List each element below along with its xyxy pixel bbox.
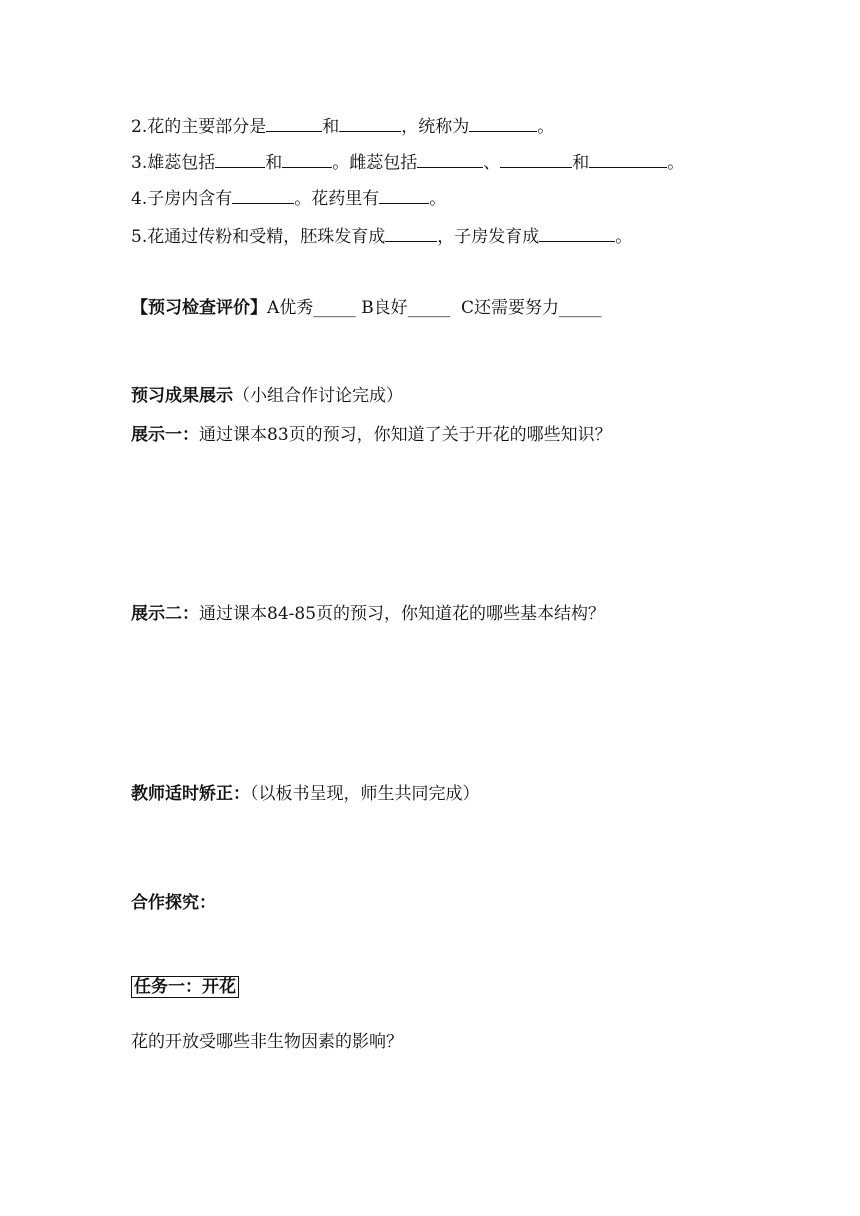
- question-3-text-6: 。: [667, 153, 685, 173]
- show-one-label: 展示一：: [131, 425, 199, 445]
- option-a-label: A优秀: [267, 298, 314, 318]
- answer-blank[interactable]: [500, 150, 572, 168]
- task-one: [131, 975, 239, 999]
- question-5: [131, 224, 632, 249]
- question-nonbiological-factors: [131, 1030, 403, 1054]
- show-one: [131, 423, 612, 447]
- answer-blank[interactable]: [379, 186, 429, 204]
- option-b-label: B良好: [361, 298, 408, 318]
- preview-evaluation: [131, 296, 602, 320]
- question-5-text-1: 5.花通过传粉和受精，胚珠发育成: [131, 227, 386, 247]
- answer-blank[interactable]: [215, 150, 265, 168]
- results-heading: [131, 384, 403, 408]
- question-4-text-2: 。花药里有: [294, 189, 380, 209]
- evaluation-label: 【预习检查评价】: [131, 298, 267, 318]
- option-c-label: C还需要努力: [461, 298, 560, 318]
- question-4-text-3: 。: [429, 189, 447, 209]
- question-3: [131, 150, 684, 175]
- question-3-text-2: 和: [265, 153, 283, 173]
- show-one-text: 通过课本83页的预习，你知道了关于开花的哪些知识？: [199, 425, 612, 445]
- question-3-text-4: 、: [483, 153, 501, 173]
- option-b-blank[interactable]: _____: [407, 298, 451, 318]
- show-two: [131, 602, 605, 626]
- answer-blank[interactable]: [339, 114, 401, 132]
- show-two-text: 通过课本84-85页的预习，你知道花的哪些基本结构？: [199, 604, 606, 624]
- question-text: 花的开放受哪些非生物因素的影响？: [131, 1032, 403, 1052]
- option-a-blank[interactable]: _____: [313, 298, 356, 318]
- answer-blank[interactable]: [385, 224, 437, 242]
- question-3-text-1: 3.雄蕊包括: [131, 153, 216, 173]
- answer-blank[interactable]: [417, 150, 483, 168]
- task-one-label: 任务一：开花: [131, 976, 239, 998]
- question-3-text-3: 。雌蕊包括: [332, 153, 418, 173]
- question-5-text-3: 。: [615, 227, 633, 247]
- teacher-correction-label: 教师适时矫正：: [131, 784, 250, 804]
- question-4-text-1: 4.子房内含有: [131, 189, 233, 209]
- show-two-label: 展示二：: [131, 604, 199, 624]
- teacher-correction-text: （以板书呈现，师生共同完成）: [250, 784, 480, 804]
- cooperation-label: 合作探究：: [131, 893, 216, 913]
- results-note: （小组合作讨论完成）: [233, 386, 403, 406]
- answer-blank[interactable]: [469, 114, 537, 132]
- answer-blank[interactable]: [539, 224, 615, 242]
- question-5-text-2: ，子房发育成: [437, 227, 540, 247]
- teacher-correction: [131, 782, 480, 806]
- question-2-text-1: 2.花的主要部分是: [131, 117, 267, 137]
- question-3-text-5: 和: [572, 153, 590, 173]
- answer-blank[interactable]: [232, 186, 294, 204]
- answer-blank[interactable]: [266, 114, 322, 132]
- option-c-blank[interactable]: _____: [559, 298, 602, 318]
- question-2: [131, 114, 554, 139]
- answer-blank[interactable]: [282, 150, 332, 168]
- question-4: [131, 186, 446, 211]
- answer-blank[interactable]: [589, 150, 667, 168]
- question-2-text-2: 和: [322, 117, 340, 137]
- cooperation-heading: [131, 891, 216, 915]
- question-2-text-3: ，统称为: [401, 117, 470, 137]
- question-2-text-4: 。: [537, 117, 555, 137]
- results-title: 预习成果展示: [131, 386, 233, 406]
